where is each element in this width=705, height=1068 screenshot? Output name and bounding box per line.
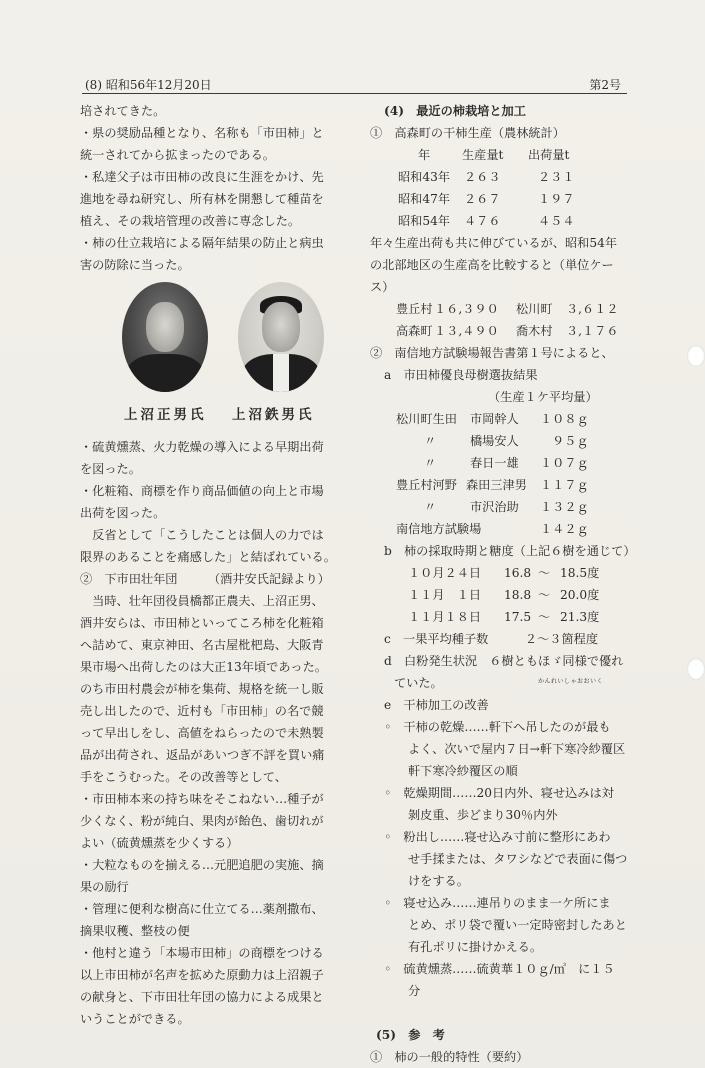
sugar-row bbox=[370, 606, 632, 628]
selection-person: 市沢治助 bbox=[470, 500, 519, 514]
portrait-photo-tetsuo bbox=[238, 282, 324, 392]
subsection-title: ② 南信地方試験場報告書第１号によると、 bbox=[370, 346, 614, 360]
item-d: d 白粉発生状況 ６樹ともほゞ同様で優れ bbox=[384, 654, 624, 668]
selection-value: １０８ｇ bbox=[540, 412, 589, 426]
text-line: 植え、その栽培管理の改善に専念した。 bbox=[80, 214, 301, 228]
text-line: ス） bbox=[370, 280, 395, 294]
text-line: 反省として「こうしたことは個人の力では bbox=[80, 528, 324, 542]
text-line: 出荷を図った。 bbox=[80, 506, 166, 520]
table-row bbox=[370, 166, 632, 188]
sugar-tilde: 〜 bbox=[538, 566, 551, 580]
improvement-line: ◦ 乾燥期間……20日内外、寝せ込みは対 bbox=[384, 786, 614, 800]
table-cell: １９７ bbox=[538, 192, 575, 206]
area-cell: ３,６１２ bbox=[566, 302, 619, 316]
sugar-date: １１月１８日 bbox=[408, 610, 482, 624]
text-line: 当時、壮年団役員橋都正農夫、上沼正男、 bbox=[80, 594, 324, 608]
area-cell: ３,１７６ bbox=[566, 324, 619, 338]
text-line: 進地を尋ね研究し、所有林を開懇して種苗を bbox=[80, 192, 324, 206]
binder-hole bbox=[687, 658, 705, 680]
selection-person: 春日一雄 bbox=[470, 456, 519, 470]
text-line: 酒井安らは、市田柿といってころ柿を化粧箱 bbox=[80, 616, 324, 630]
improvement-line: ◦ 粉出し……寝せ込み寸前に整形にあわ bbox=[384, 830, 611, 844]
portrait-photos bbox=[80, 282, 352, 432]
text-line: って早出しをし、高値をねらったので未熟製 bbox=[80, 726, 324, 740]
improvement-line: ◦ 干柿の乾燥……軒下へ吊したのが最も bbox=[384, 720, 611, 734]
text-line: ・県の奨励品種となり、名称も「市田柿」と bbox=[80, 126, 324, 140]
improvement-line: 有孔ポリに掛けかえる。 bbox=[408, 940, 543, 954]
sugar-tilde: 〜 bbox=[538, 588, 551, 602]
table-cell: ２６７ bbox=[464, 192, 501, 206]
section-heading: ② 下市田壮年団 （酒井安氏記録より） bbox=[80, 572, 330, 586]
selection-value: １４２ｇ bbox=[540, 522, 589, 536]
sugar-min: 18.8 bbox=[504, 588, 532, 602]
selection-person: 森田三津男 bbox=[466, 478, 527, 492]
sugar-min: 17.5 bbox=[504, 610, 532, 624]
improvement-line: ◦ 硫黄燻蒸……硫黄華１０ｇ/㎥ に１５ bbox=[384, 962, 615, 976]
ruby-annotation: かんれいしゃおおいく bbox=[538, 678, 604, 685]
selection-person: 市岡幹人 bbox=[470, 412, 519, 426]
area-row bbox=[370, 320, 632, 342]
improvement-line: よく、次いで屋内７日→軒下寒冷紗覆区 bbox=[408, 742, 626, 756]
item-a-title: a 市田柿優良母樹選抜結果 bbox=[384, 368, 538, 382]
item-c: c 一果平均種子数 ２〜３箇程度 bbox=[384, 632, 599, 646]
selection-place: 〃 bbox=[424, 434, 437, 448]
header-cell: 年 bbox=[418, 148, 431, 162]
text-line: よい（硫黄燻蒸を少くする） bbox=[80, 836, 239, 850]
binder-hole bbox=[687, 345, 705, 367]
table-cell: 昭和47年 bbox=[398, 192, 451, 206]
table-cell: 昭和43年 bbox=[398, 170, 451, 184]
text-line: ・管理に便利な樹高に仕立てる…薬剤撒布、 bbox=[80, 902, 324, 916]
table-cell: ４７６ bbox=[464, 214, 501, 228]
sugar-max: 21.3度 bbox=[560, 610, 600, 624]
sugar-max: 20.0度 bbox=[560, 588, 600, 602]
sugar-date: １０月２４日 bbox=[408, 566, 482, 580]
area-cell: 喬木村 bbox=[516, 324, 553, 338]
sugar-row bbox=[370, 562, 632, 584]
sugar-min: 16.8 bbox=[504, 566, 532, 580]
selection-place: 豊丘村河野 bbox=[396, 478, 457, 492]
improvement-line: ◦ 寝せ込み……連吊りのまま一ケ所にま bbox=[384, 896, 611, 910]
header-cell: 出荷量t bbox=[528, 148, 570, 162]
selection-value: ９５ｇ bbox=[552, 434, 589, 448]
table-row bbox=[370, 188, 632, 210]
header-issue-date: (8) 昭和56年12月20日 bbox=[85, 78, 212, 92]
selection-row bbox=[370, 452, 632, 474]
portrait-body bbox=[242, 354, 320, 392]
subsection-title: ① 高森町の干柿生産（農林統計） bbox=[370, 126, 565, 140]
sugar-tilde: 〜 bbox=[538, 610, 551, 624]
sugar-max: 18.5度 bbox=[560, 566, 600, 580]
header-issue-number: 第2号 bbox=[589, 78, 621, 92]
text-line: 培されてきた。 bbox=[80, 104, 166, 118]
table-cell: ４５４ bbox=[538, 214, 575, 228]
header-rule bbox=[82, 93, 627, 94]
selection-person: 橋場安人 bbox=[470, 434, 519, 448]
selection-place: 松川町生田 bbox=[396, 412, 457, 426]
improvement-line: 剝皮重、歩どまり30％内外 bbox=[408, 808, 558, 822]
selection-place: 〃 bbox=[424, 500, 437, 514]
text-line: 品が出荷され、返品があいつぎ不評を買い痛 bbox=[80, 748, 325, 762]
photo-caption-tetsuo: 上沼鉄男氏 bbox=[232, 407, 315, 423]
production-table-header bbox=[370, 144, 632, 166]
section-5-title: (5) 参 考 bbox=[376, 1028, 445, 1042]
text-line: 売し出したので、近村も「市田柿」の名で競 bbox=[80, 704, 324, 718]
item-e-title: e 干柿加工の改善 bbox=[384, 698, 489, 712]
area-cell: 松川町 bbox=[516, 302, 553, 316]
text-line: ・硫黄燻蒸、火力乾燥の導入による早期出荷 bbox=[80, 440, 324, 454]
photo-caption-masao: 上沼正男氏 bbox=[124, 407, 207, 423]
selection-place: 南信地方試験場 bbox=[396, 522, 482, 536]
improvement-line: 分 bbox=[408, 984, 421, 998]
improvement-line: 軒下寒冷紗覆区の順 bbox=[408, 764, 518, 778]
selection-row bbox=[370, 408, 632, 430]
area-cell: １３,４９０ bbox=[434, 324, 499, 338]
header-cell: 生産量t bbox=[462, 148, 504, 162]
text-line: 年々生産出荷も共に伸びているが、昭和54年 bbox=[370, 236, 618, 250]
selection-row bbox=[370, 518, 632, 540]
text-line: 果市場へ出荷したのは大正13年頃であった。 bbox=[80, 660, 327, 674]
text-line: ・柿の仕立栽培による隔年結果の防止と病虫 bbox=[80, 236, 324, 250]
improvement-line: けをする。 bbox=[408, 874, 469, 888]
table-cell: ２６３ bbox=[464, 170, 501, 184]
improvement-line: とめ、ポリ袋で覆い一定時密封したあと bbox=[408, 918, 627, 932]
selection-value: １１７ｇ bbox=[540, 478, 589, 492]
text-line: ・大粒なものを揃える…元肥追肥の実施、摘 bbox=[80, 858, 324, 872]
text-line: 害の防除に当った。 bbox=[80, 258, 190, 272]
table-row bbox=[370, 210, 632, 232]
text-line: ・私達父子は市田柿の改良に生涯をかけ、先 bbox=[80, 170, 324, 184]
spacer bbox=[370, 1002, 632, 1024]
area-cell: 高森町 bbox=[396, 324, 433, 338]
text-line: 以上市田柿が名声を拡めた原動力は上沼親子 bbox=[80, 968, 324, 982]
text-line: の献身と、下市田壮年団の協力による成果と bbox=[80, 990, 324, 1004]
area-row bbox=[370, 298, 632, 320]
selection-value: １３２ｇ bbox=[540, 500, 589, 514]
text-line: 統一されてから拡まったのである。 bbox=[80, 148, 275, 162]
text-line: を図った。 bbox=[80, 462, 141, 476]
page-header bbox=[85, 76, 625, 94]
text-line: へ詰めて、東京神田、名古屋枇杷島、大阪青 bbox=[80, 638, 324, 652]
text-line: のち市田村農会が柿を集荷、規格を統一し販 bbox=[80, 682, 324, 696]
section-4-title: (4) 最近の柿栽培と加工 bbox=[384, 104, 526, 118]
selection-value: １０７ｇ bbox=[540, 456, 589, 470]
table-cell: 昭和54年 bbox=[398, 214, 451, 228]
text-line: 摘果収穫、整枝の便 bbox=[80, 924, 190, 938]
portrait-face bbox=[146, 302, 184, 352]
left-column bbox=[80, 100, 352, 1030]
selection-row bbox=[370, 496, 632, 518]
table-cell: ２３１ bbox=[538, 170, 575, 184]
text-line: の北部地区の生産高を比較すると（単位ケー bbox=[370, 258, 614, 272]
selection-place: 〃 bbox=[424, 456, 437, 470]
portrait-photo-masao bbox=[122, 282, 208, 392]
right-column bbox=[370, 100, 636, 1068]
sugar-date: １１月 １日 bbox=[408, 588, 482, 602]
area-cell: １６,３９０ bbox=[434, 302, 499, 316]
selection-row bbox=[370, 474, 632, 496]
item-d-cont: ていた。 bbox=[394, 676, 443, 690]
improvement-line: せ手揉または、タワシなどで表面に傷つ bbox=[408, 852, 628, 866]
area-cell: 豊丘村 bbox=[396, 302, 433, 316]
portrait-body bbox=[126, 354, 204, 392]
section-5-item: ① 柿の一般的特性（要約） bbox=[370, 1050, 529, 1064]
text-line: ・市田柿本来の持ち味をそこねない…種子が bbox=[80, 792, 324, 806]
item-a-unit: （生産１ケ平均量） bbox=[488, 390, 598, 404]
text-line: 果の励行 bbox=[80, 880, 129, 894]
sugar-row bbox=[370, 584, 632, 606]
text-line: 手をこうむった。その改善等として、 bbox=[80, 770, 287, 784]
text-line: ・他村と違う「本場市田柿」の商標をつける bbox=[80, 946, 324, 960]
selection-row bbox=[370, 430, 632, 452]
portrait-face bbox=[262, 302, 300, 352]
text-line: いうことができる。 bbox=[80, 1012, 190, 1026]
text-line: 少くなく、粉が純白、果肉が飴色、歯切れが bbox=[80, 814, 324, 828]
item-b-title: b 柿の採取時期と糖度（上記６樹を通じて） bbox=[384, 544, 636, 558]
text-line: 限界のあることを痛感した」と結ばれている。 bbox=[80, 550, 336, 564]
text-line: ・化粧箱、商標を作り商品価値の向上と市場 bbox=[80, 484, 324, 498]
